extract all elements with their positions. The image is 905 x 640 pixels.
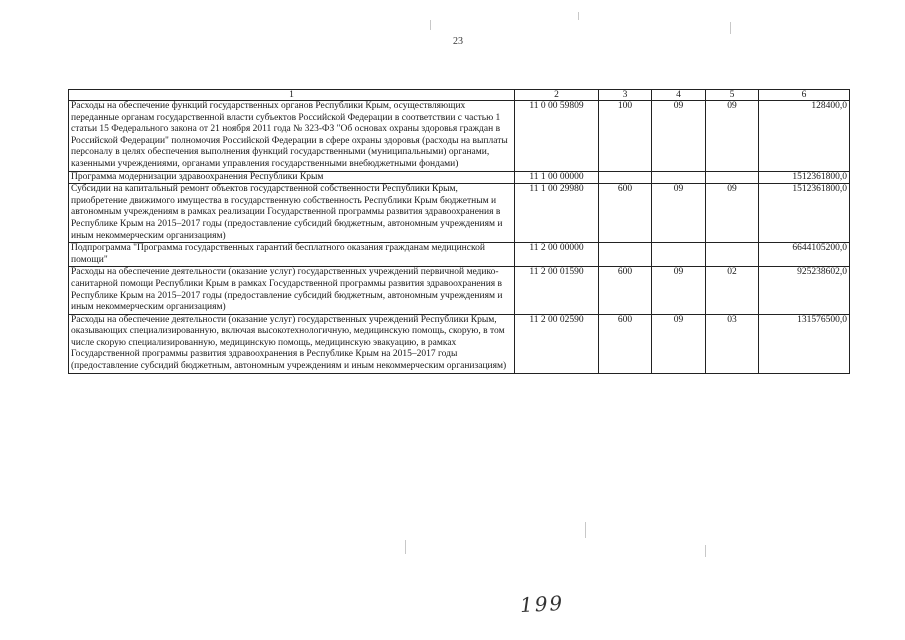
row-code: 11 0 00 59809 [515, 101, 599, 172]
row-col4: 09 [652, 101, 706, 172]
row-col3: 600 [599, 314, 652, 373]
row-amount: 131576500,0 [759, 314, 850, 373]
row-col4: 09 [652, 184, 706, 243]
table-row [69, 314, 850, 373]
table-header-row [69, 90, 850, 101]
scan-artifact [585, 522, 586, 538]
handwritten-page-note: 199 [519, 590, 565, 618]
table-row [69, 243, 850, 267]
row-col3: 600 [599, 184, 652, 243]
row-col5 [706, 243, 759, 267]
row-col5: 03 [706, 314, 759, 373]
page-number: 23 [453, 36, 463, 47]
row-code: 11 2 00 01590 [515, 267, 599, 314]
row-col4: 09 [652, 267, 706, 314]
scan-artifact [578, 12, 579, 20]
row-amount: 1512361800,0 [759, 171, 850, 184]
scan-artifact [705, 545, 706, 557]
row-col5: 02 [706, 267, 759, 314]
row-description: Подпрограмма "Программа государственных гарантий бесплатного оказания гражданам медицинской помощи" [69, 243, 515, 267]
row-col3 [599, 171, 652, 184]
header-col-2: 2 [515, 90, 599, 101]
header-col-1: 1 [69, 90, 515, 101]
row-amount: 925238602,0 [759, 267, 850, 314]
row-col4 [652, 171, 706, 184]
row-amount: 6644105200,0 [759, 243, 850, 267]
table-row [69, 171, 850, 184]
row-description: Расходы на обеспечение деятельности (оказание услуг) государственных учреждений первичной медико-санитарной помощи Республики Крым в рамках Государственной программы развития здравоохранения в Республике Крым на 2015–2017 годы (предоставление субсидий бюджетным, автономным учреждениям и иным некоммерческим организациям) [69, 267, 515, 314]
header-col-3: 3 [599, 90, 652, 101]
budget-table [68, 89, 850, 374]
row-amount: 128400,0 [759, 101, 850, 172]
row-col4 [652, 243, 706, 267]
row-col3: 600 [599, 267, 652, 314]
row-code: 11 1 00 00000 [515, 171, 599, 184]
scan-artifact [405, 540, 406, 554]
header-col-5: 5 [706, 90, 759, 101]
scan-artifact [430, 20, 431, 30]
table-row [69, 267, 850, 314]
row-col4: 09 [652, 314, 706, 373]
row-col5: 09 [706, 184, 759, 243]
scan-artifact [730, 22, 731, 34]
row-description: Субсидии на капитальный ремонт объектов государственной собственности Республики Крым, приобретение движимого имущества в государственную собственность Республики Крым бюджетным и автономным учреждениям в рамках реализации Государственной программы развития здравоохранения в Республике Крым на 2015–2017 годы (предоставление субсидий бюджетным, автономным учреждениям и иным некоммерческим организациям) [69, 184, 515, 243]
table-row [69, 101, 850, 172]
row-code: 11 1 00 29980 [515, 184, 599, 243]
row-description: Программа модернизации здравоохранения Республики Крым [69, 171, 515, 184]
row-code: 11 2 00 00000 [515, 243, 599, 267]
header-col-6: 6 [759, 90, 850, 101]
row-col3: 100 [599, 101, 652, 172]
row-col5: 09 [706, 101, 759, 172]
table-row [69, 184, 850, 243]
header-col-4: 4 [652, 90, 706, 101]
row-amount: 1512361800,0 [759, 184, 850, 243]
row-col3 [599, 243, 652, 267]
row-code: 11 2 00 02590 [515, 314, 599, 373]
row-col5 [706, 171, 759, 184]
row-description: Расходы на обеспечение функций государственных органов Республики Крым, осуществляющих переданные органам государственной власти субъектов Российской Федерации в соответствии с частью 1 статьи 15 Федерального закона от 21 ноября 2011 года № 323-ФЗ "Об основах охраны здоровья граждан в Российской Федерации" полномочия Российской Федерации в сфере охраны здоровья (расходы на выплаты персоналу в целях обеспечения выполнения функций государственными (муниципальными) органами, казенными учреждениями, органами управления государственными внебюджетными фондами) [69, 101, 515, 172]
row-description: Расходы на обеспечение деятельности (оказание услуг) государственных учреждений Республики Крым, оказывающих специализированную, включая высокотехнологичную, медицинскую помощь, скорую, в том числе скорую специализированную, медицинскую помощь, медицинскую эвакуацию, в рамках Государственной программы развития здравоохранения в Республике Крым на 2015–2017 годы (предоставление субсидий бюджетным, автономным учреждениям и иным некоммерческим организациям) [69, 314, 515, 373]
